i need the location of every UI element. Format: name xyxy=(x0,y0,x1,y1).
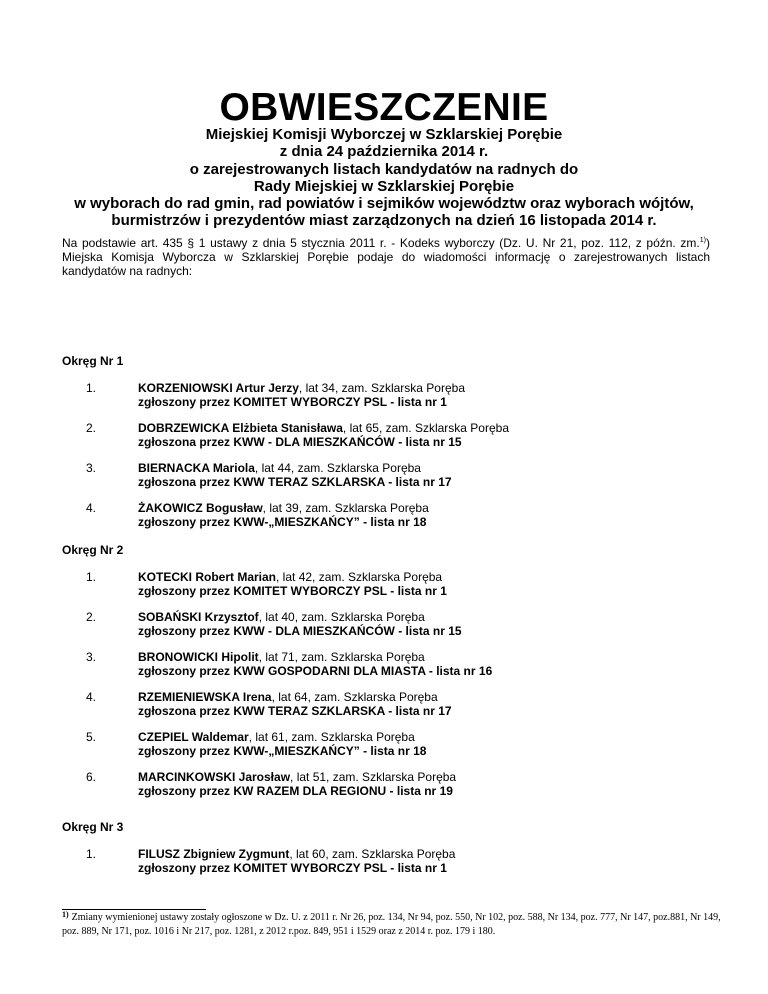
subtitle-line: Miejskiej Komisji Wyborczej w Szklarskiej Porębie xyxy=(205,126,563,143)
candidate-nomination: zgłoszona przez KWW TERAZ SZKLARSKA - lista nr 17 xyxy=(138,704,452,718)
footnote-divider xyxy=(62,909,206,910)
candidate-details: , lat 39, zam. Szklarska Poręba xyxy=(262,501,429,515)
candidate-name: KORZENIOWSKI Artur Jerzy xyxy=(138,381,299,395)
candidate-nomination: zgłoszona przez KWW - DLA MIESZKAŃCÓW - lista nr 15 xyxy=(138,435,462,449)
intro-paragraph xyxy=(62,236,710,278)
candidate-nomination: zgłoszony przez KWW-„MIESZKAŃCY” - lista nr 18 xyxy=(138,744,427,758)
footnote-text: Zmiany wymienionej ustawy zostały ogłoszone w Dz. U. z 2011 r. Nr 26, poz. 134, Nr 94, poz. 550, Nr 102, poz. 588, Nr 134, poz. 777, Nr 147, poz.881, Nr 149, poz. 889, Nr 171, poz. 1016 i Nr 217, poz. 1281, z 2012 r.poz. 849, 951 i 1529 oraz z 2014 r. poz. 179 i 180. xyxy=(62,912,721,937)
candidate-text xyxy=(138,501,718,529)
candidate-text xyxy=(138,690,718,718)
candidate-details: , lat 60, zam. Szklarska Poręba xyxy=(289,847,456,861)
candidate-details: , lat 44, zam. Szklarska Poręba xyxy=(254,461,421,475)
candidate-number: 1. xyxy=(86,847,97,861)
candidate-text xyxy=(138,421,718,449)
candidate-details: , lat 61, zam. Szklarska Poręba xyxy=(248,730,415,744)
candidate-text xyxy=(138,650,718,678)
candidate-details: , lat 71, zam. Szklarska Poręba xyxy=(258,650,425,664)
subtitle-line: o zarejestrowanych listach kandydatów na radnych do xyxy=(189,160,579,178)
candidate-name: RZEMIENIEWSKA Irena xyxy=(138,690,272,704)
candidate-name: CZEPIEL Waldemar xyxy=(138,730,249,744)
candidate-details: , lat 34, zam. Szklarska Poręba xyxy=(298,381,465,395)
candidate-text xyxy=(138,847,718,875)
candidate-details: , lat 65, zam. Szklarska Poręba xyxy=(342,421,509,435)
footnote-marker: 1) xyxy=(62,910,69,919)
footnote xyxy=(62,911,722,939)
candidate-text xyxy=(138,730,718,758)
candidate-nomination: zgłoszony przez KW RAZEM DLA REGIONU - lista nr 19 xyxy=(138,784,453,798)
candidate-name: FILUSZ Zbigniew Zygmunt xyxy=(138,847,290,861)
candidate-nomination: zgłoszony przez KWW - DLA MIESZKAŃCÓW - lista nr 15 xyxy=(138,624,462,638)
subtitle-line: Rady Miejskiej w Szklarskiej Porębie xyxy=(253,177,515,195)
subtitle-line: w wyborach do rad gmin, rad powiatów i sejmików województw oraz wyborach wójtów, xyxy=(74,195,694,213)
candidate-nomination: zgłoszony przez KWW GOSPODARNI DLA MIASTA - lista nr 16 xyxy=(138,664,493,678)
candidate-number: 4. xyxy=(86,501,97,515)
candidate-nomination: zgłoszony przez KOMITET WYBORCZY PSL - lista nr 1 xyxy=(138,584,447,598)
candidate-number: 4. xyxy=(86,690,97,704)
candidate-number: 2. xyxy=(86,421,97,435)
candidate-name: ŻAKOWICZ Bogusław xyxy=(138,501,263,515)
candidate-nomination: zgłoszony przez KOMITET WYBORCZY PSL - lista nr 1 xyxy=(138,861,447,875)
candidate-details: , lat 40, zam. Szklarska Poręba xyxy=(258,610,425,624)
candidate-number: 6. xyxy=(86,770,97,784)
candidate-name: SOBAŃSKI Krzysztof xyxy=(138,610,259,624)
intro-text: Na podstawie art. 435 § 1 ustawy z dnia 5 stycznia 2011 r. - Kodeks wyborczy (Dz. U. Nr 21, poz. 112, z późn. zm. xyxy=(62,236,700,250)
document-subtitle xyxy=(30,126,738,230)
district-heading: Okręg Nr 1 xyxy=(62,354,124,368)
candidate-name: MARCINKOWSKI Jarosław xyxy=(138,770,291,784)
subtitle-line: z dnia 24 października 2014 r. xyxy=(279,143,489,161)
candidate-nomination: zgłoszony przez KWW-„MIESZKAŃCY” - lista nr 18 xyxy=(138,515,427,529)
document-title: OBWIESZCZENIE xyxy=(219,86,549,129)
candidate-text xyxy=(138,770,718,798)
candidate-nomination: zgłoszony przez KOMITET WYBORCZY PSL - lista nr 1 xyxy=(138,395,447,409)
candidate-text xyxy=(138,381,718,409)
candidate-number: 2. xyxy=(86,610,97,624)
candidate-details: , lat 42, zam. Szklarska Poręba xyxy=(276,570,443,584)
candidate-number: 1. xyxy=(86,570,97,584)
candidate-number: 1. xyxy=(86,381,97,395)
candidate-name: KOTECKI Robert Marian xyxy=(138,570,277,584)
candidate-nomination: zgłoszona przez KWW TERAZ SZKLARSKA - lista nr 17 xyxy=(138,475,452,489)
footnote-reference: 1) xyxy=(699,237,706,244)
candidate-name: BIERNACKA Mariola xyxy=(138,461,255,475)
intro-text-continued: ) Miejska Komisja Wyborcza w Szklarskiej Porębie podaje do wiadomości informację o zarejestrowanych listach kandydatów na radnych: xyxy=(62,236,710,278)
candidate-number: 3. xyxy=(86,461,97,475)
candidate-name: BRONOWICKI Hipolit xyxy=(138,650,259,664)
district-heading: Okręg Nr 3 xyxy=(62,820,124,834)
candidate-text xyxy=(138,461,718,489)
candidate-number: 5. xyxy=(86,730,97,744)
candidate-name: DOBRZEWICKA Elżbieta Stanisława xyxy=(138,421,343,435)
candidate-text xyxy=(138,610,718,638)
district-heading: Okręg Nr 2 xyxy=(62,543,124,557)
subtitle-line: burmistrzów i prezydentów miast zarządzonych na dzień 16 listopada 2014 r. xyxy=(111,212,657,230)
candidate-number: 3. xyxy=(86,650,97,664)
candidate-details: , lat 64, zam. Szklarska Poręba xyxy=(271,690,438,704)
candidate-details: , lat 51, zam. Szklarska Poręba xyxy=(290,770,457,784)
candidate-text xyxy=(138,570,718,598)
